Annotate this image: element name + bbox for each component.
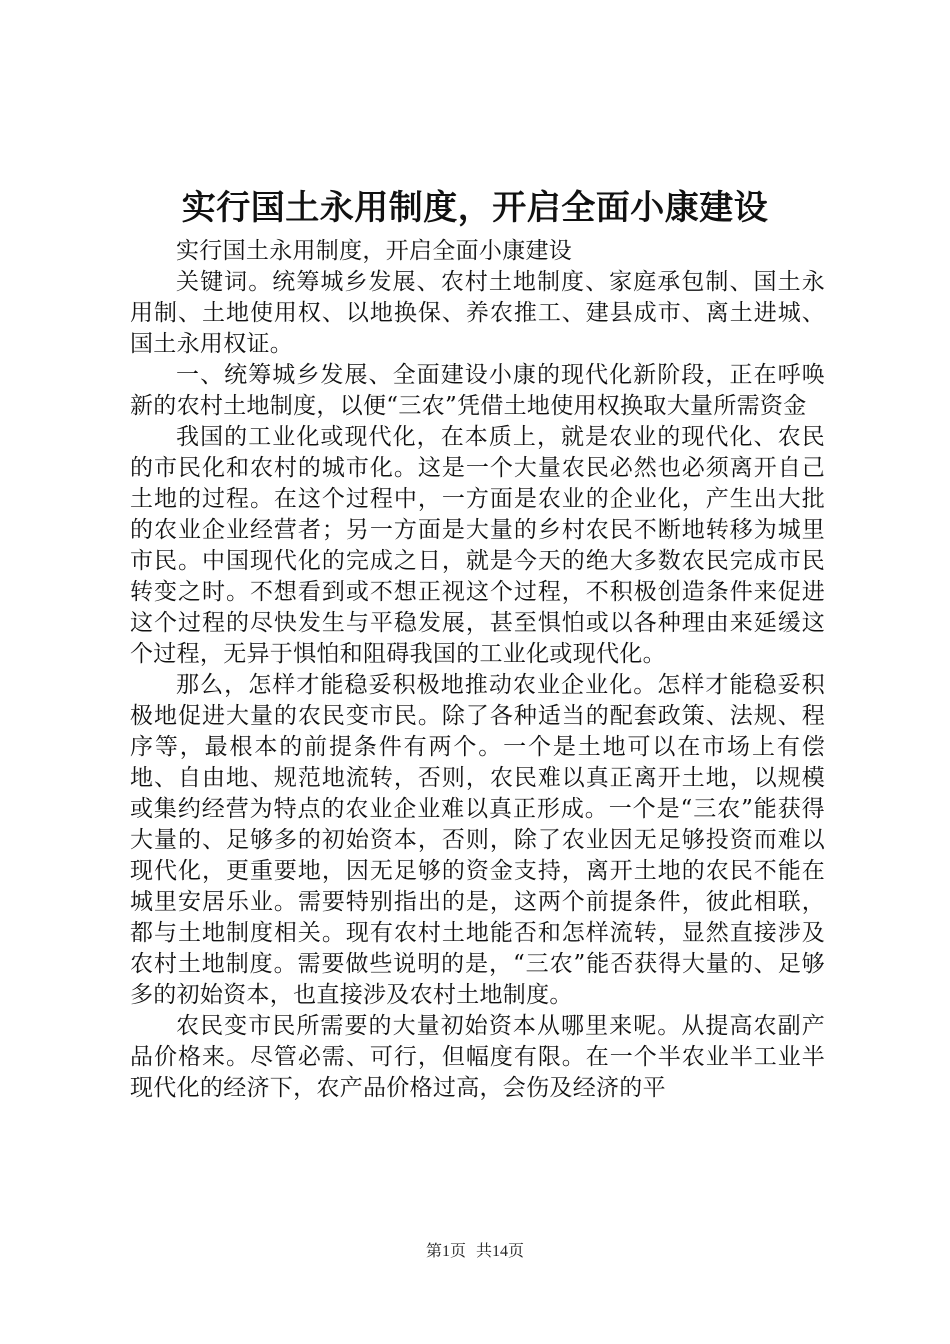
paragraph-keywords: 关键词。统筹城乡发展、农村土地制度、家庭承包制、国土永用制、土地使用权、以地换保、养农推工、建县成市、离土进城、国土永用权证。 [130,269,825,357]
paragraph-section-heading: 一、统筹城乡发展、全面建设小康的现代化新阶段，正在呼唤新的农村土地制度，以便“三农”凭借土地使用权换取大量所需资金 [130,362,825,419]
document-body [130,236,825,1104]
paragraph-body-1: 我国的工业化或现代化，在本质上，就是农业的现代化、农民的市民化和农村的城市化。这是一个大量农民必然也必须离开自己土地的过程。在这个过程中，一方面是农业的企业化，产生出大批的农业企业经营者；另一方面是大量的乡村农民不断地转移为城里市民。中国现代化的完成之日，就是今天的绝大多数农民完成市民转变之时。不想看到或不想正视这个过程，不积极创造条件来促进这个过程的尽快发生与平稳发展，甚至惧怕或以各种理由来延缓这个过程，无异于惧怕和阻碍我国的工业化或现代化。 [130,424,825,667]
paragraph-body-2: 那么，怎样才能稳妥积极地推动农业企业化。怎样才能稳妥积极地促进大量的农民变市民。除了各种适当的配套政策、法规、程序等，最根本的前提条件有两个。一个是土地可以在市场上有偿地、自由地、规范地流转，否则，农民难以真正离开土地，以规模或集约经营为特点的农业企业难以真正形成。一个是“三农”能获得大量的、足够多的初始资本，否则，除了农业因无足够投资而难以现代化，更重要地，因无足够的资金支持，离开土地的农民不能在城里安居乐业。需要特别指出的是，这两个前提条件，彼此相联，都与土地制度相关。现有农村土地能否和怎样流转，显然直接涉及农村土地制度。需要做些说明的是，“三农”能否获得大量的、足够多的初始资本，也直接涉及农村土地制度。 [130,672,825,1008]
page-number-current: 第1页 [425,1243,466,1260]
paragraph-body-3: 农民变市民所需要的大量初始资本从哪里来呢。从提高农副产品价格来。尽管必需、可行，但幅度有限。在一个半农业半工业半现代化的经济下，农产品价格过高，会伤及经济的平 [130,1013,825,1101]
page-number-total: 共14页 [476,1243,525,1260]
page-footer [0,1240,950,1264]
document-title: 实行国土永用制度，开启全面小康建设 [181,188,769,228]
paragraph-subtitle: 实行国土永用制度，开启全面小康建设 [176,238,573,264]
